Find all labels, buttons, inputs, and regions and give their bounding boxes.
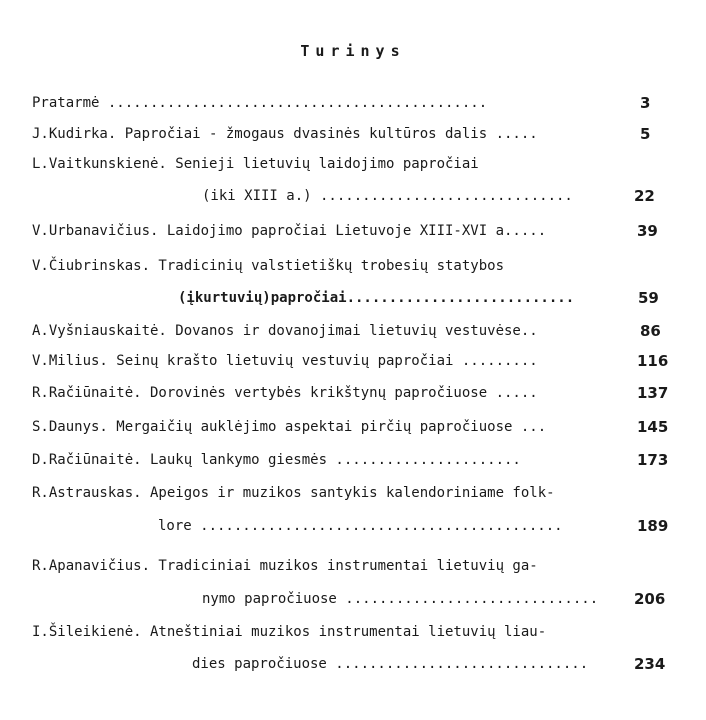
toc-entry-text: D.Račiūnaitė. Laukų lankymo giesmės ......................: [32, 452, 521, 468]
toc-entry-page: 137: [637, 384, 669, 402]
toc-entry-text: R.Apanavičius. Tradiciniai muzikos instrumentai lietuvių ga-: [32, 558, 538, 574]
toc-entry-text: L.Vaitkunskienė. Senieji lietuvių laidojimo papročiai: [32, 156, 479, 172]
toc-entry-page: 145: [637, 418, 669, 436]
toc-entry-page: 234: [634, 655, 666, 673]
page-title: Turinys: [300, 42, 406, 60]
toc-entry-text: V.Čiubrinskas. Tradicinių valstietiškų trobesių statybos: [32, 258, 505, 274]
toc-entry-text: dies papročiuose ..............................: [192, 656, 589, 672]
toc-entry-page: 59: [638, 289, 659, 307]
toc-entry-page: 86: [640, 322, 661, 340]
toc-entry-text: S.Daunys. Mergaičių auklėjimo aspektai pirčių papročiuose ...: [32, 419, 547, 435]
toc-entry-text: lore ...........................................: [158, 518, 563, 534]
toc-entry-page: 189: [637, 517, 669, 535]
toc-entry-text: Pratarmė .............................................: [32, 95, 488, 111]
toc-entry-page: 173: [637, 451, 669, 469]
toc-entry-page: 206: [634, 590, 666, 608]
toc-entry-page: 22: [634, 187, 655, 205]
toc-entry-text: (iki XIII a.) ..............................: [202, 188, 573, 204]
toc-entry-text: (įkurtuvių)papročiai...........................: [178, 290, 575, 306]
toc-entry-text: nymo papročiuose ..............................: [202, 591, 599, 607]
toc-entry-page: 116: [637, 352, 669, 370]
toc-entry-text: A.Vyšniauskaitė. Dovanos ir dovanojimai lietuvių vestuvėse..: [32, 323, 538, 339]
toc-entry-page: 5: [640, 125, 651, 143]
toc-entry-page: 3: [640, 94, 651, 112]
toc-entry-page: 39: [637, 222, 658, 240]
toc-entry-text: R.Račiūnaitė. Dorovinės vertybės krikštynų papročiuose .....: [32, 385, 538, 401]
toc-entry-text: V.Urbanavičius. Laidojimo papročiai Lietuvoje XIII-XVI a.....: [32, 223, 547, 239]
toc-entry-text: I.Šileikienė. Atneštiniai muzikos instrumentai lietuvių liau-: [32, 624, 547, 640]
toc-entry-text: J.Kudirka. Papročiai - žmogaus dvasinės kultūros dalis .....: [32, 126, 538, 142]
toc-entry-text: V.Milius. Seinų krašto lietuvių vestuvių papročiai .........: [32, 353, 538, 369]
toc-entry-text: R.Astrauskas. Apeigos ir muzikos santykis kalendoriniame folk-: [32, 485, 555, 501]
